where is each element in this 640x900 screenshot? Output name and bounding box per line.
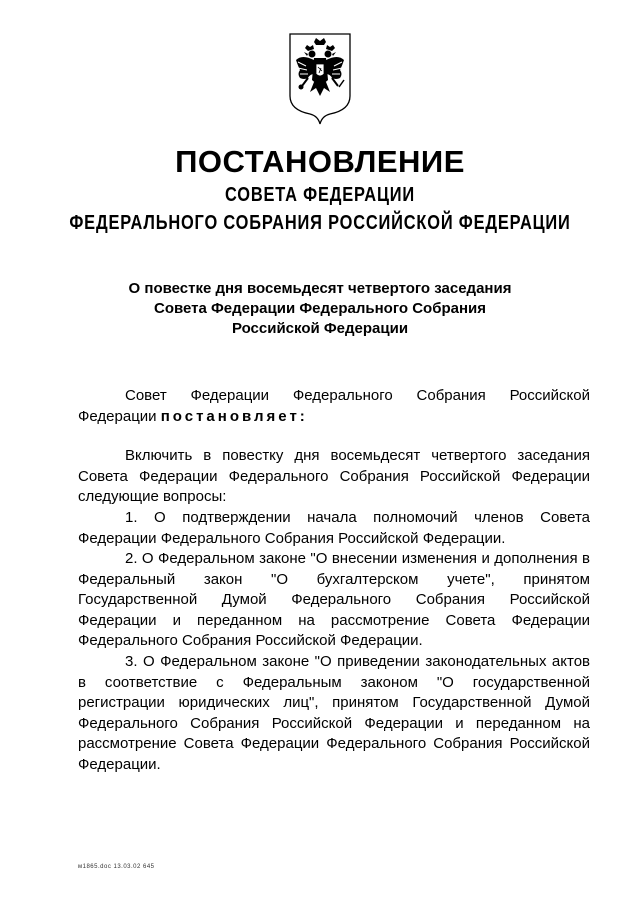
agenda-item: 3. О Федеральном законе "О приведении законодательных актов в соответствие с Федеральным законом "О государственной регистрации юридических лиц", принятом Государственной Думой Федерального Собрания Российской Федерации и переданном на рассмотрение Совета Федерации Федерального Собрания Российской Федерации. [78,653,590,773]
document-subtitle-council: СОВЕТА ФЕДЕРАЦИИ [225,184,415,206]
subject-heading [0,279,640,339]
resolution-keyword: постановляет: [160,407,308,425]
document-reference: м1865.doc 13.03.02 645 [78,864,155,870]
agenda-item: 2. О Федеральном законе "О внесении изменения и дополнения в Федеральный закон "О бухгалтерском учете", принятом Государственной Думой Федерального Собрания Российской Федерации и переданном на рассмотрение Совета Федерации Федерального Собрания Российской Федерации. [78,550,590,649]
emblem [286,30,354,126]
agenda-item: 1. О подтверждении начала полномочий членов Совета Федерации Федерального Собрания Российской Федерации. [78,509,590,547]
include-paragraph: Включить в повестку дня восемьдесят четвертого заседания Совета Федерации Федерального Собрания Российской Федерации следующие вопросы: [78,447,590,505]
document-subtitle-assembly: ФЕДЕРАЛЬНОГО СОБРАНИЯ РОССИЙСКОЙ ФЕДЕРАЦИИ [69,212,571,234]
intro-paragraph [78,386,590,427]
subject-line: О повестке дня восемьдесят четвертого заседания [128,280,512,297]
subject-line: Российской Федерации [231,320,409,337]
document-title: ПОСТАНОВЛЕНИЕ [175,144,465,179]
intro-text: Совет Федерации Федерального Собрания Российской Федерации [78,387,590,425]
subject-line: Совета Федерации Федерального Собрания [153,300,487,317]
russian-coat-of-arms-icon [286,30,354,126]
